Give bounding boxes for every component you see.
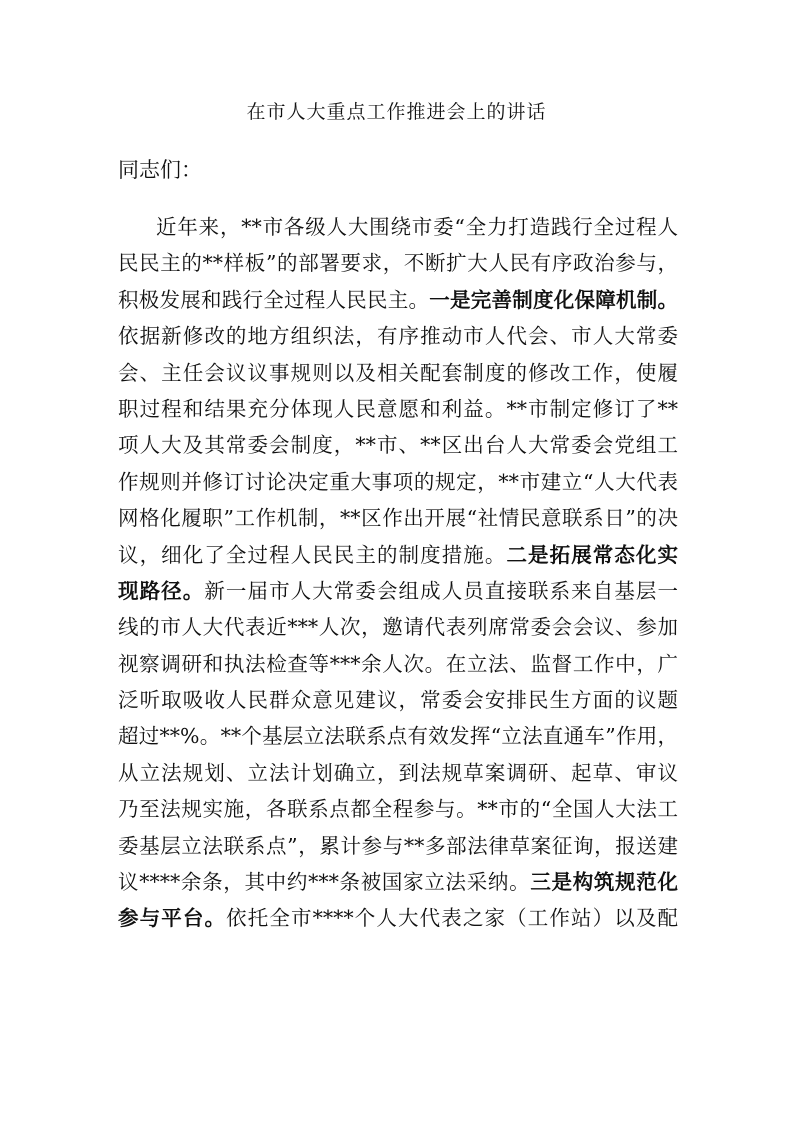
body-text: 线的市人大代表近***人次，邀请代表列席常委会会议、参加	[118, 615, 678, 640]
bold-heading-text: 现路径。	[118, 578, 205, 603]
paragraph-line	[118, 245, 678, 281]
body-text: 网格化履职”工作机制，**区作出开展“社情民意联系日”的决	[118, 506, 678, 531]
body-text: 作规则并修订讨论决定重大事项的规定，**市建立“人大代表	[118, 469, 678, 494]
paragraph-line	[118, 318, 678, 354]
body-text: 近年来，**市各级人大围绕市委“全力打造践行全过程人	[156, 215, 678, 239]
body-text: 委基层立法联系点”，累计参与**多部法律草案征询，报送建	[118, 833, 678, 858]
body-text: 民民主的**样板”的部署要求，不断扩大人民有序政治参与，	[118, 251, 678, 276]
paragraph-line	[118, 791, 678, 827]
paragraph-line	[118, 755, 678, 791]
paragraph-line	[118, 500, 678, 536]
paragraph-line	[118, 427, 678, 463]
paragraph-line	[118, 828, 678, 864]
paragraph-line	[118, 900, 678, 936]
body-text: 依据新修改的地方组织法，有序推动市人代会、市人大常委	[118, 324, 678, 349]
paragraph-line	[118, 355, 678, 391]
bold-heading-text: 一是完善制度化保障机制。	[429, 287, 678, 312]
paragraph-line	[118, 464, 678, 500]
body-paragraph	[118, 209, 678, 937]
bold-heading-text: 参与平台。	[118, 906, 227, 931]
body-text: 新一届市人大常委会组成人员直接联系来自基层一	[204, 578, 679, 603]
body-text: 议****余条，其中约***条被国家立法采纳。	[118, 870, 531, 895]
body-text: 会、主任会议议事规则以及相关配套制度的修改工作，使履	[118, 360, 678, 385]
paragraph-line	[118, 282, 678, 318]
body-text: 超过**%。**个基层立法联系点有效发挥“立法直通车”作用，	[118, 724, 678, 749]
document-title: 在市人大重点工作推进会上的讲话	[246, 101, 547, 123]
body-text: 积极发展和践行全过程人民民主。	[118, 287, 430, 312]
body-text: 从立法规划、立法计划确立，到法规草案调研、起草、审议	[118, 760, 678, 785]
paragraph-line	[118, 646, 678, 682]
body-text: 依托全市****个人大代表之家（工作站）以及配	[226, 906, 678, 931]
paragraph-line	[118, 209, 678, 245]
body-text: 议，细化了全过程人民民主的制度措施。	[118, 542, 507, 567]
paragraph-line	[118, 718, 678, 754]
body-text: 职过程和结果充分体现人民意愿和利益。**市制定修订了**	[118, 396, 678, 421]
paragraph-line	[118, 391, 678, 427]
body-text: 视察调研和执法检查等***余人次。在立法、监督工作中，广	[118, 651, 678, 676]
paragraph-line	[118, 864, 678, 900]
body-text: 项人大及其常委会制度，**市、**区出台人大常委会党组工	[118, 433, 678, 458]
paragraph-line	[118, 609, 678, 645]
body-text: 泛听取吸收人民群众意见建议，常委会安排民生方面的议题	[118, 688, 678, 713]
bold-heading-text: 二是拓展常态化实	[506, 542, 679, 567]
paragraph-line	[118, 573, 678, 609]
paragraph-line	[118, 537, 678, 573]
salutation: 同志们：	[118, 158, 202, 182]
bold-heading-text: 三是构筑规范化	[530, 870, 678, 895]
body-text: 乃至法规实施，各联系点都全程参与。**市的“全国人大法工	[118, 797, 678, 822]
paragraph-line	[118, 682, 678, 718]
